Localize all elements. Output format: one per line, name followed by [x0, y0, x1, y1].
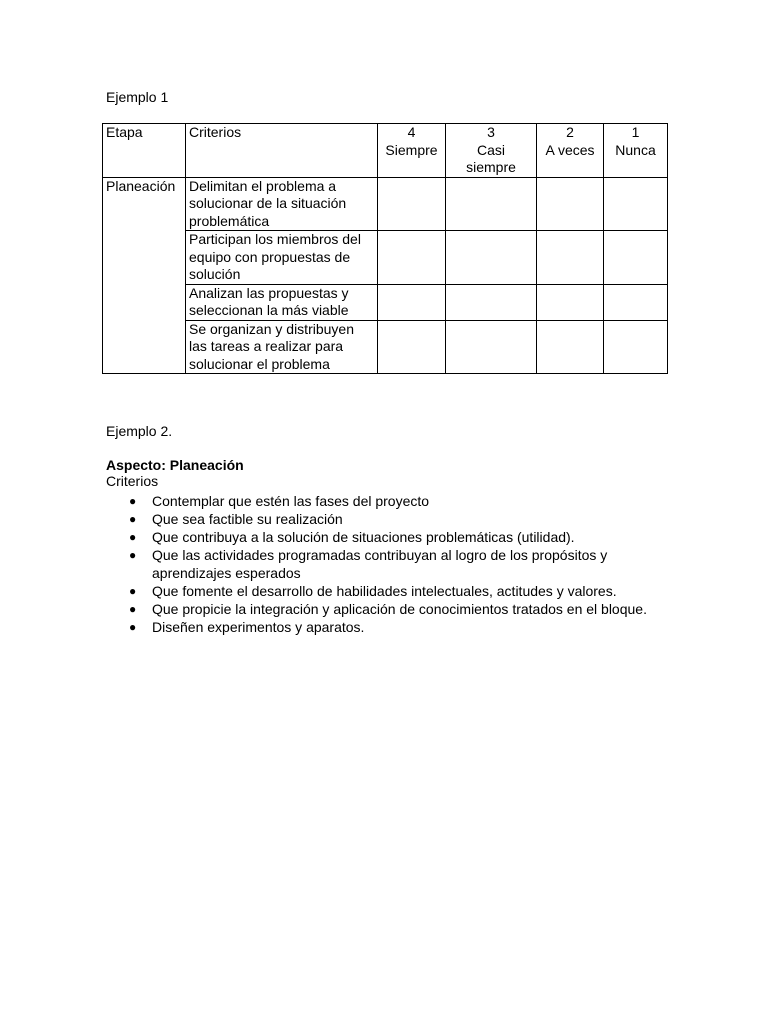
- bullet-icon: ●: [129, 512, 137, 526]
- table-row: [103, 231, 668, 285]
- score-cell: [604, 320, 668, 374]
- score-cell: [537, 284, 604, 320]
- list-item: [106, 618, 666, 636]
- bullet-icon: ●: [129, 530, 137, 544]
- score-label: A veces: [545, 141, 595, 158]
- criteria-cell: Analizan las propuestas y seleccionan la más viable: [186, 284, 378, 320]
- score-cell: [446, 231, 537, 285]
- example-2-title: Ejemplo 2.: [106, 423, 173, 439]
- score-cell: [446, 177, 537, 231]
- score-cell: [378, 231, 446, 285]
- header-criteria: Criterios: [186, 124, 378, 178]
- score-label: Casi: [476, 141, 505, 158]
- list-item: [106, 492, 666, 510]
- list-item-text: Que las actividades programadas contribuyan al logro de los propósitos y aprendizajes esperados: [152, 547, 608, 581]
- header-score-4: [378, 124, 446, 178]
- criteria-cell: Participan los miembros del equipo con propuestas de solución: [186, 231, 378, 285]
- list-item: [106, 600, 666, 618]
- score-number: 2: [566, 124, 574, 140]
- score-label-line-2: siempre: [466, 159, 516, 175]
- score-number: 1: [631, 124, 640, 140]
- criteria-cell: Delimitan el problema a solucionar de la situación problemática: [186, 177, 378, 231]
- table-row: [103, 284, 668, 320]
- score-label: Siempre: [385, 141, 438, 158]
- score-cell: [537, 231, 604, 285]
- criteria-list: [106, 492, 666, 636]
- list-item: [106, 510, 666, 528]
- header-score-3: [446, 124, 537, 178]
- bullet-icon: ●: [129, 548, 137, 562]
- table-header-row: [103, 124, 668, 178]
- stage-cell: Planeación: [103, 177, 186, 374]
- aspect-heading: Aspecto: Planeación: [106, 457, 244, 473]
- bullet-icon: ●: [129, 602, 137, 616]
- score-cell: [537, 177, 604, 231]
- list-item-text: Que fomente el desarrollo de habilidades intelectuales, actitudes y valores.: [152, 583, 617, 599]
- list-item-text: Que propicie la integración y aplicación de conocimientos tratados en el bloque.: [152, 601, 647, 617]
- score-cell: [604, 231, 668, 285]
- score-cell: [604, 284, 668, 320]
- list-item-text: Que sea factible su realización: [152, 511, 343, 527]
- score-cell: [378, 320, 446, 374]
- list-item-text: Diseñen experimentos y aparatos.: [152, 619, 365, 635]
- header-stage: Etapa: [103, 124, 186, 178]
- rubric-table: [102, 123, 668, 374]
- score-cell: [446, 320, 537, 374]
- score-cell: [604, 177, 668, 231]
- list-item: [106, 582, 666, 600]
- header-score-1: [604, 124, 668, 178]
- score-cell: [446, 284, 537, 320]
- table-row: [103, 177, 668, 231]
- table-row: [103, 320, 668, 374]
- criteria-label: Criterios: [106, 473, 159, 489]
- score-cell: [537, 320, 604, 374]
- bullet-icon: ●: [129, 494, 137, 508]
- list-item-text: Que contribuya a la solución de situaciones problemáticas (utilidad).: [152, 529, 575, 545]
- score-label: Nunca: [615, 141, 656, 158]
- list-item-text: Contemplar que estén las fases del proyecto: [152, 493, 430, 509]
- score-number: 4: [407, 124, 416, 140]
- list-item: [106, 546, 666, 582]
- score-number: 3: [487, 124, 495, 140]
- bullet-icon: ●: [129, 620, 137, 634]
- score-cell: [378, 284, 446, 320]
- header-score-2: [537, 124, 604, 178]
- bullet-icon: ●: [129, 584, 137, 598]
- example-1-title: Ejemplo 1: [106, 89, 169, 105]
- score-cell: [378, 177, 446, 231]
- criteria-cell: Se organizan y distribuyen las tareas a realizar para solucionar el problema: [186, 320, 378, 374]
- list-item: [106, 528, 666, 546]
